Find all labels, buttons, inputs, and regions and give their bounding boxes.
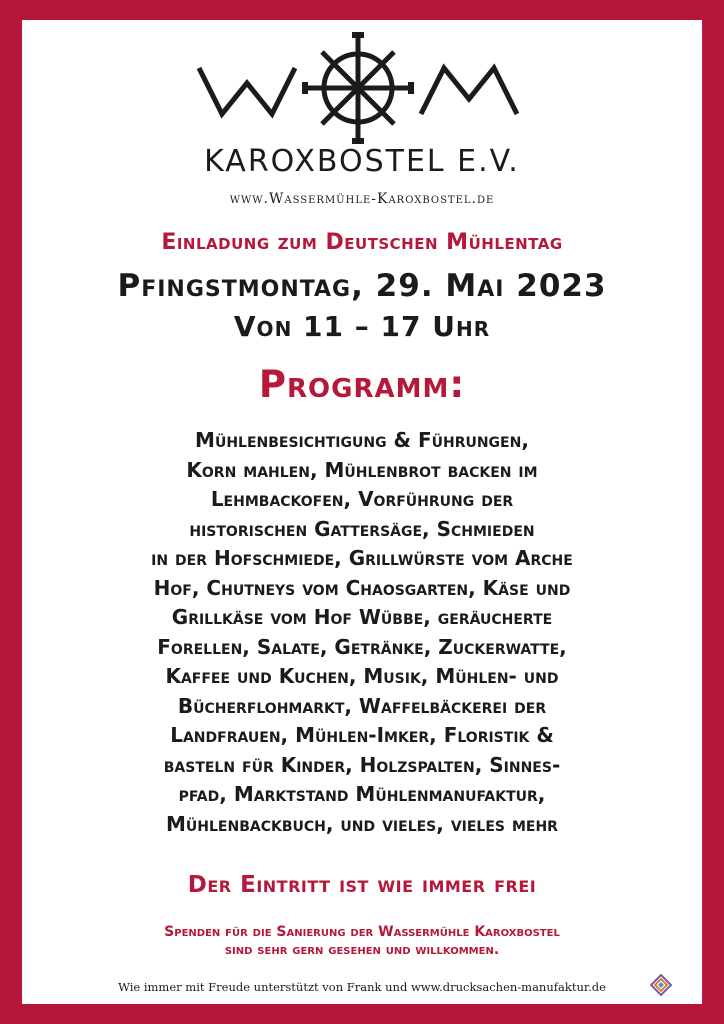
diamond-logo-icon xyxy=(650,974,672,996)
program-line: historischen Gattersäge, Schmieden xyxy=(189,516,535,541)
program-list xyxy=(22,426,702,839)
donation-line: Spenden für die Sanierung der Wassermühle Karoxbostel xyxy=(164,924,560,940)
donation-note xyxy=(22,923,702,959)
program-line: Forellen, Salate, Getränke, Zuckerwatte, xyxy=(157,634,567,659)
program-line: basteln für Kinder, Holzspalten, Sinnes- xyxy=(163,752,561,777)
program-line: Mühlenbackbuch, und vieles, vieles mehr xyxy=(166,811,558,836)
credits-text: Wie immer mit Freude unterstützt von Frank und www.drucksachen-manufaktur.de xyxy=(118,980,606,994)
program-line: Landfrauen, Mühlen-Imker, Floristik & xyxy=(170,723,554,747)
event-date: Pfingstmontag, 29. Mai 2023 xyxy=(117,268,607,304)
mill-wheel-logo-icon xyxy=(195,28,521,148)
program-line: pfad, Marktstand Mühlenmanufaktur, xyxy=(178,782,546,806)
program-line: Hof, Chutneys vom Chaosgarten, Käse und xyxy=(153,575,571,600)
program-line: Bücherflohmarkt, Waffelbäckerei der xyxy=(177,693,547,718)
program-line: in der Hofschmiede, Grillwürste vom Arche xyxy=(151,546,573,570)
program-line: Lehmbackofen, Vorführung der xyxy=(210,487,514,511)
poster xyxy=(22,20,702,1004)
event-time: Von 11 – 17 Uhr xyxy=(233,310,491,343)
program-title: Programm: xyxy=(258,363,466,406)
org-name: KAROXBOSTEL E.V. xyxy=(204,144,520,179)
program-line: Kaffee und Kuchen, Musik, Mühlen- und xyxy=(165,664,559,688)
website-url: www.Wassermühle-Karoxbostel.de xyxy=(229,191,495,207)
program-line: Grillkäse vom Hof Wübbe, geräucherte xyxy=(171,605,553,629)
program-line: Mühlenbesichtigung & Führungen, xyxy=(195,428,529,452)
donation-line: sind sehr gern gesehen und willkommen. xyxy=(224,942,500,958)
program-line: Korn mahlen, Mühlenbrot backen im xyxy=(186,457,538,482)
entry-note: Der Eintritt ist wie immer frei xyxy=(187,872,537,898)
invite-heading: Einladung zum Deutschen Mühlentag xyxy=(161,230,563,255)
